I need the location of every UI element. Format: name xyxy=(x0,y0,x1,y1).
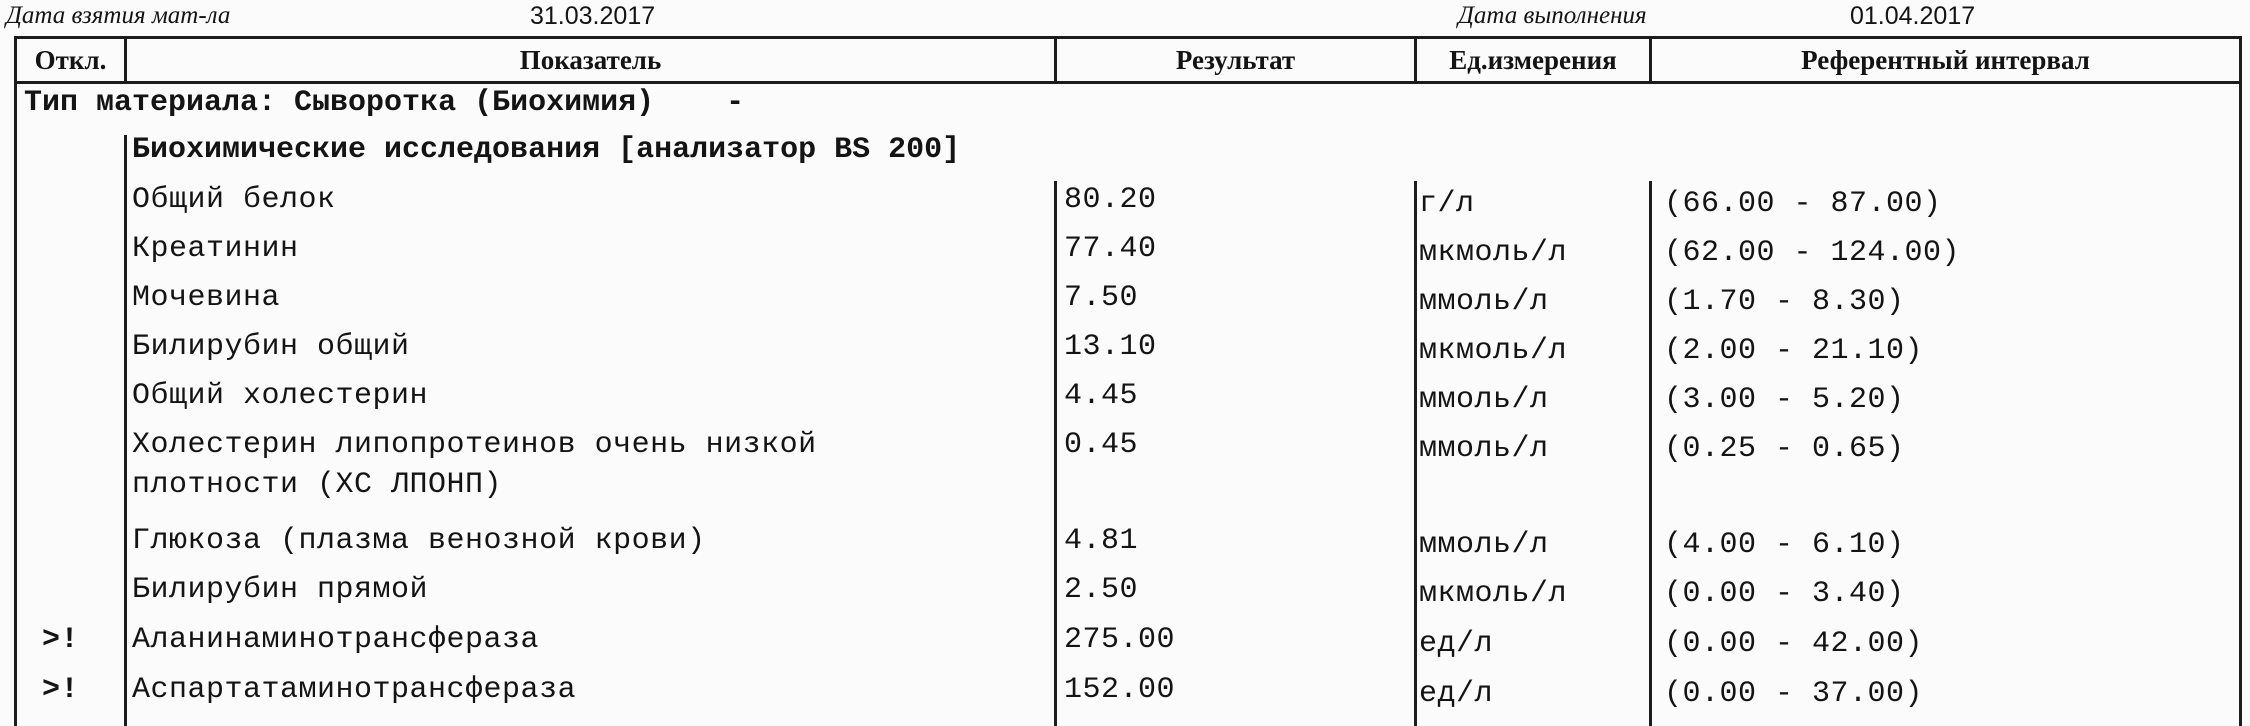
reference-interval: (62.00 - 124.00) xyxy=(1664,236,1961,270)
material-type-line: Тип материала: Сыворотка (Биохимия) - xyxy=(24,86,745,120)
result-value: 4.81 xyxy=(1064,524,1139,558)
sample-date-label: Дата взятия мат-ла xyxy=(6,2,231,29)
result-value: 2.50 xyxy=(1064,573,1139,607)
indicator-name: Мочевина xyxy=(132,281,281,315)
column-header-result: Результат xyxy=(1175,44,1296,75)
section-title: Биохимические исследования [анализатор BS 200] xyxy=(132,133,961,167)
unit-value: ед/л xyxy=(1419,677,1494,711)
result-value: 13.10 xyxy=(1064,330,1157,364)
results-table xyxy=(14,36,2242,726)
indicator-name: Аланинаминотрансфераза xyxy=(132,623,540,657)
reference-interval: (1.70 - 8.30) xyxy=(1664,285,1905,319)
unit-value: г/л xyxy=(1419,187,1475,221)
reference-interval: (0.00 - 37.00) xyxy=(1664,677,1924,711)
table-right-border xyxy=(2239,36,2242,726)
result-value: 275.00 xyxy=(1064,623,1176,657)
exec-date-value: 01.04.2017 xyxy=(1850,2,1976,30)
indicator-name: Общий белок xyxy=(132,183,336,217)
indicator-name: Общий холестерин xyxy=(132,379,429,413)
unit-value: ед/л xyxy=(1419,627,1494,661)
indicator-name: Билирубин прямой xyxy=(132,573,429,607)
indicator-name: Креатинин xyxy=(132,232,299,266)
column-divider xyxy=(1649,181,1652,726)
reference-interval: (2.00 - 21.10) xyxy=(1664,334,1924,368)
column-header-unit: Ед.измерения xyxy=(1449,44,1617,75)
unit-value: ммоль/л xyxy=(1419,383,1549,417)
deviation-flag: >! xyxy=(42,623,80,657)
result-value: 4.45 xyxy=(1064,379,1139,413)
reference-interval: (3.00 - 5.20) xyxy=(1664,383,1905,417)
indicator-name: Холестерин липопротеинов очень низкой плотности (ХС ЛПОНП) xyxy=(132,428,817,502)
reference-interval: (0.00 - 3.40) xyxy=(1664,577,1905,611)
unit-value: ммоль/л xyxy=(1419,432,1549,466)
deviation-flag: >! xyxy=(42,673,80,707)
indicator-name: Глюкоза (плазма венозной крови) xyxy=(132,524,706,558)
table-top-border xyxy=(14,36,2242,39)
column-header-indicator: Показатель xyxy=(519,44,662,75)
reference-interval: (66.00 - 87.00) xyxy=(1664,187,1942,221)
column-divider xyxy=(1414,181,1417,726)
column-divider xyxy=(1054,181,1057,726)
result-value: 152.00 xyxy=(1064,673,1176,707)
report-header xyxy=(0,0,2250,34)
sample-date-value: 31.03.2017 xyxy=(530,2,656,30)
column-header-flag: Откл. xyxy=(34,44,107,75)
reference-interval: (0.00 - 42.00) xyxy=(1664,627,1924,661)
header-bottom-border xyxy=(14,81,2242,84)
reference-interval: (4.00 - 6.10) xyxy=(1664,528,1905,562)
column-header-reference: Референтный интервал xyxy=(1801,44,2090,75)
unit-value: ммоль/л xyxy=(1419,528,1549,562)
unit-value: ммоль/л xyxy=(1419,285,1549,319)
column-divider xyxy=(124,135,127,726)
indicator-name: Билирубин общий xyxy=(132,330,410,364)
exec-date-label: Дата выполнения xyxy=(1458,2,1647,29)
indicator-name: Аспартатаминотрансфераза xyxy=(132,673,577,707)
result-value: 77.40 xyxy=(1064,232,1157,266)
table-left-border xyxy=(14,36,17,726)
result-value: 0.45 xyxy=(1064,428,1139,462)
unit-value: мкмоль/л xyxy=(1419,334,1568,368)
unit-value: мкмоль/л xyxy=(1419,577,1568,611)
result-value: 7.50 xyxy=(1064,281,1139,315)
reference-interval: (0.25 - 0.65) xyxy=(1664,432,1905,466)
unit-value: мкмоль/л xyxy=(1419,236,1568,270)
result-value: 80.20 xyxy=(1064,183,1157,217)
